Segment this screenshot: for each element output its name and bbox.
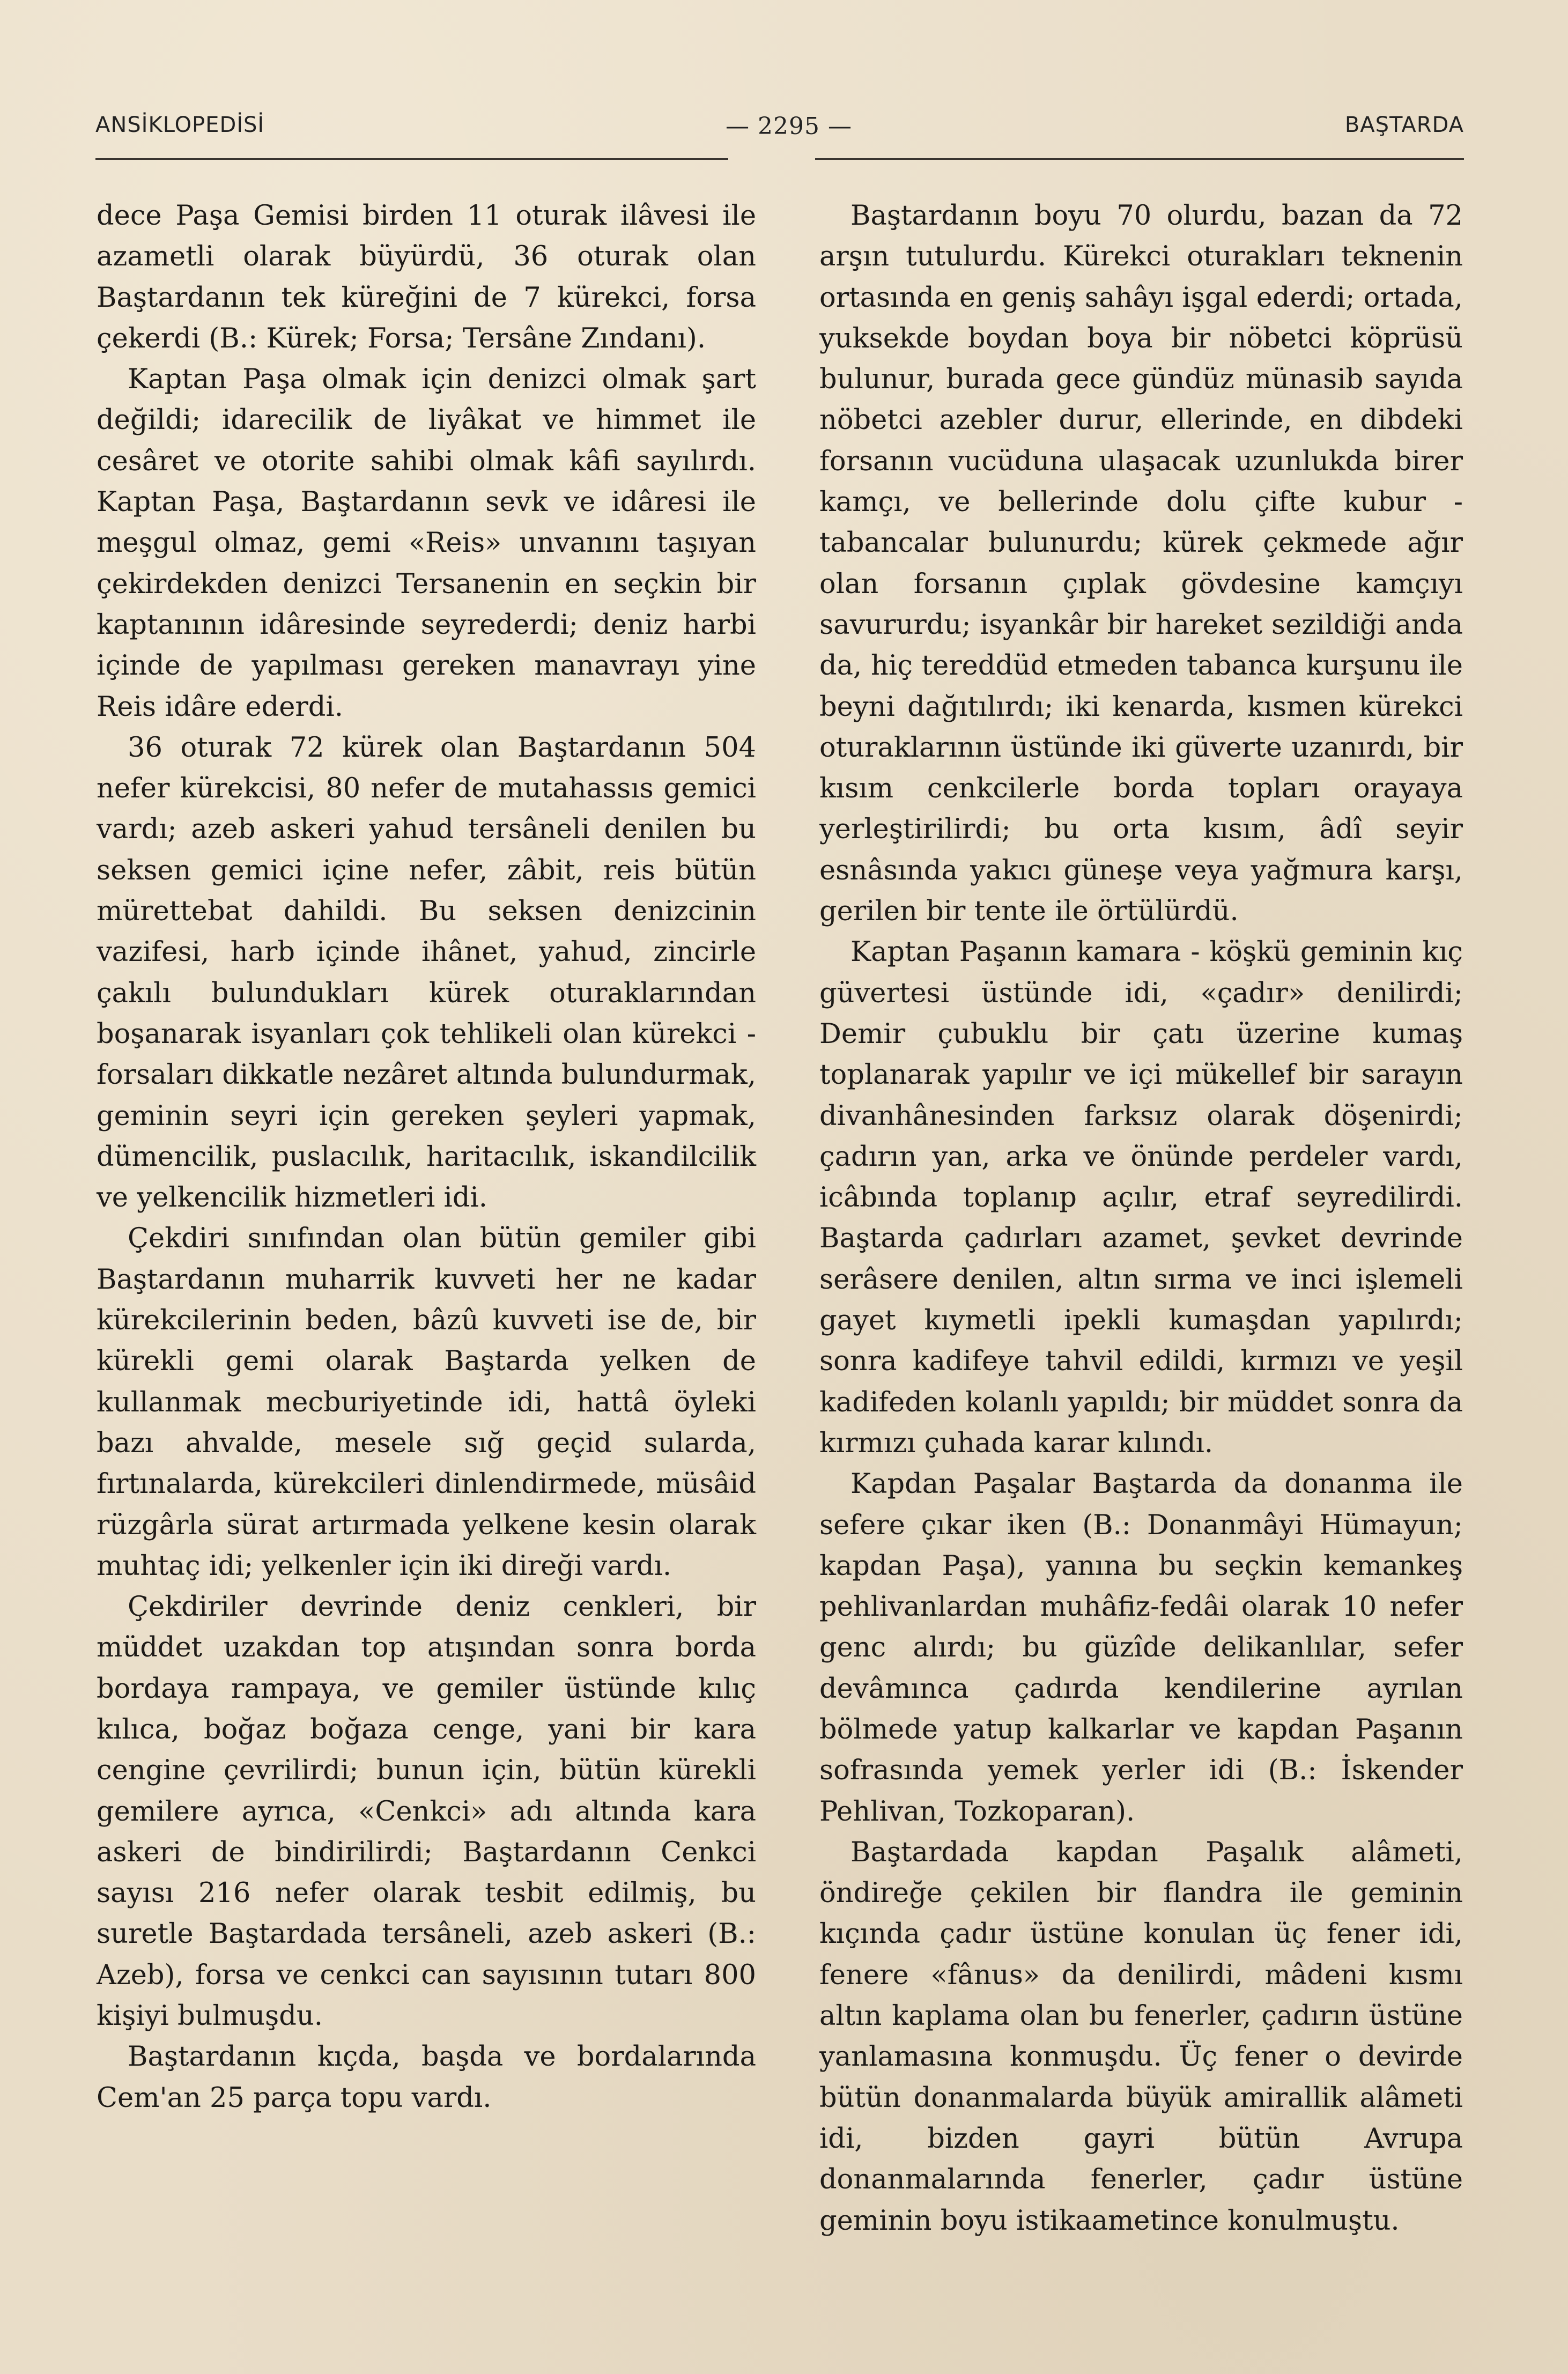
paragraph: Kaptan Paşa olmak için denizci olmak şart değildi; idarecilik de liyâkat ve himmet ile cesâret ve otorite sahibi olmak kâfi sayılırdı. Kaptan Paşa, Baştardanın sevk ve idâresi ile meşgul olmaz, gemi «Reis» unvanını taşıyan çekirdekden denizci Tersanenin en seçkin bir kaptanının idâresinde seyrederdi; deniz harbi içinde de yapılması gereken manavrayı yine Reis idâre ederdi. — [97, 364, 756, 723]
paragraph: Çekdiri sınıfından olan bütün gemiler gibi Baştardanın muharrik kuvveti her ne kadar kürekcilerinin beden, bâzû kuvveti ise de, bir kürekli gemi olarak Baştarda yelken de kullanmak mecburiyetinde idi, hattâ öyleki bazı ahvalde, mesele sığ geçid sularda, fırtınalarda, kürekcileri dinlendirmede, müsâid rüzgârla sürat artırmada yelkene kesin olarak muhtaç idi; yelkenler için iki direği vardı. — [97, 1223, 756, 1582]
paragraph: dece Paşa Gemisi birden 11 oturak ilâvesi ile azametli olarak büyürdü, 36 oturak olan Baştardanın tek küreğini de 7 kürekci, forsa çekerdi (B.: Kürek; Forsa; Tersâne Zındanı). — [97, 200, 756, 354]
left-column — [97, 196, 756, 2119]
paragraph: Baştardada kapdan Paşalık alâmeti, öndireğe çekilen bir flandra ile geminin kıçında çadır üstüne konulan üç fener idi, fenere «fânus» da denilirdi, mâdeni kısmı altın kaplama olan bu fenerler, çadırın üstüne yanlamasına konmuşdu. Üç fener o devirde bütün donanmalarda büyük amirallik alâmeti idi, bizden gayri bütün Avrupa donanmalarında fenerler, çadır üstüne geminin boyu istikaametince konulmuştu. — [819, 1836, 1463, 2237]
running-head-right: BAŞTARDA — [1344, 113, 1464, 137]
page-header — [95, 113, 1464, 156]
paragraph: Çekdiriler devrinde deniz cenkleri, bir müddet uzakdan top atışından sonra borda bordaya rampaya, ve gemiler üstünde kılıç kılıca, boğaz boğaza cenge, yani bir kara cengine çevrilirdi; bunun için, bütün kürekli gemilere ayrıca, «Cenkci» adı altında kara askeri de bindirilirdi; Baştardanın Cenkci sayısı 216 nefer olarak tesbit edilmiş, bu suretle Baştardada tersâneli, azeb askeri (B.: Azeb), forsa ve cenkci can sayısının tutarı 800 kişiyi bulmuşdu. — [97, 1591, 756, 2032]
paragraph: Baştardanın kıçda, başda ve bordalarında Cem'an 25 parça topu vardı. — [97, 2041, 756, 2114]
paragraph: Baştardanın boyu 70 olurdu, bazan da 72 arşın tutulurdu. Kürekci oturakları teknenin ortasında en geniş sahâyı işgal ederdi; ortada, yuksekde boydan boya bir nöbetci köprüsü bulunur, burada gece gündüz münasib sayıda nöbetci azebler durur, ellerinde, en dibdeki forsanın vucüduna ulaşacak uzunlukda birer kamçı, ve bellerinde dolu çifte kubur - tabancalar bulunurdu; kürek çekmede ağır olan forsanın çıplak gövdesine kamçıyı savururdu; isyankâr bir hareket sezildiği anda da, hiç tereddüd etmeden tabanca kurşunu ile beyni dağıtılırdı; iki kenarda, kısmen kürekci oturaklarının üstünde iki güverte uzanırdı, bir kısım cenkcilerle borda topları orayaya yerleştirilirdi; bu orta kısım, âdî seyir esnâsında yakıcı güneşe veya yağmura karşı, gerilen bir tente ile örtülürdü. — [819, 200, 1463, 928]
right-column — [819, 196, 1463, 2242]
page-number: — 2295 — — [726, 113, 852, 140]
paragraph: Kapdan Paşalar Baştarda da donanma ile sefere çıkar iken (B.: Donanmâyi Hümayun; kapdan Paşa), yanına bu seçkin kemankeş pehlivanlardan muhâfiz-fedâi olarak 10 nefer genc alırdı; bu güzîde delikanlılar, sefer devâmınca çadırda kendilerine ayrılan bölmede yatup kalkarlar ve kapdan Paşanın sofrasında yemek yerler idi (B.: İskender Pehlivan, Tozkoparan). — [819, 1468, 1463, 1828]
header-rule-right — [815, 158, 1464, 160]
paragraph: Kaptan Paşanın kamara - köşkü geminin kıç güvertesi üstünde idi, «çadır» denilirdi; Demir çubuklu bir çatı üzerine kumaş toplanarak yapılır ve içi mükellef bir sarayın divanhânesinden farksız olarak döşenirdi; çadırın yan, arka ve önünde perdeler vardı, icâbında toplanıp açılır, etraf seyredilirdi. Baştarda çadırları azamet, şevket devrinde serâsere denilen, altın sırma ve inci işlemeli gayet kıymetli ipekli kumaşdan yapılırdı; sonra kadifeye tahvil edildi, kırmızı ve yeşil kadifeden kolanlı yapıldı; bir müddet sonra da kırmızı çuhada karar kılındı. — [819, 936, 1463, 1459]
running-head-left: ANSİKLOPEDİSİ — [95, 113, 265, 137]
paragraph: 36 oturak 72 kürek olan Baştardanın 504 nefer kürekcisi, 80 nefer de mutahassıs gemici vardı; azeb askeri yahud tersâneli denilen bu seksen gemici içine nefer, zâbit, reis bütün mürettebat dahildi. Bu seksen denizcinin vazifesi, harb içinde ihânet, yahud, zincirle çakılı bulundukları kürek oturaklarından boşanarak isyanları çok tehlikeli olan kürekci - forsaları dikkatle nezâret altında bulundurmak, geminin seyri için gereken şeyleri yapmak, dümencilik, puslacılık, haritacılık, iskandilcilik ve yelkencilik hizmetleri idi. — [97, 731, 756, 1214]
header-rule-left — [95, 158, 728, 160]
